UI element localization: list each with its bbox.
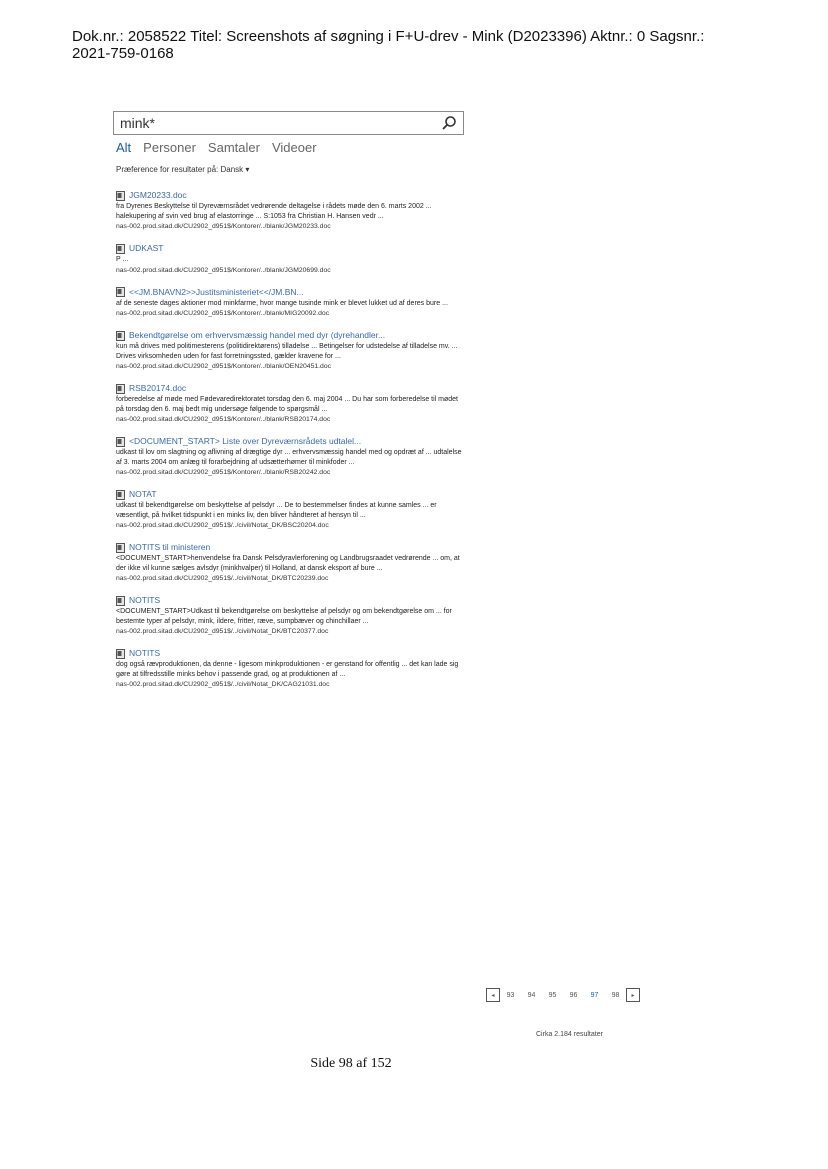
- result-count: Cirka 2.184 resultater: [536, 1031, 603, 1038]
- result-title-link[interactable]: [116, 287, 466, 298]
- header-line-1: Dok.nr.: 2058522 Titel: Screenshots af søgning i F+U-drev - Mink (D2023396) Aktnr.: 0 Sagsnr.:: [72, 28, 705, 45]
- result-title-link[interactable]: [116, 190, 466, 201]
- search-result: [116, 648, 466, 689]
- search-tabs: [116, 140, 317, 155]
- result-snippet: udkast til lov om slagtning og aflivning af drægtige dyr ... erhvervsmæssig handel med og opdræt af ... udtalelse af 3. marts 2004 om anlæg til forarbejdning af udsætterhømer til minkfoder ...: [116, 449, 462, 466]
- result-title-link[interactable]: [116, 243, 466, 254]
- word-document-icon: [116, 437, 125, 447]
- word-document-icon: [116, 331, 125, 341]
- tab-videoer[interactable]: Videoer: [271, 140, 317, 155]
- next-page-button[interactable]: ▸: [626, 988, 640, 1002]
- result-snippet: <DOCUMENT_START>Udkast til bekendtgørelse om beskyttelse af pelsdyr og om bekendtgørelse om ... for bestemte typer af pelsdyr, mink, ildere, fritter, ræve, sumpbæver og chinchillaer ...: [116, 608, 452, 625]
- result-snippet: forberedelse af møde med Fødevaredirektoratet torsdag den 6. maj 2004 ... Du har som forberedelse til mødet på torsdag den 6. maj bedt mig undersøge følgende to spørgsmål ...: [116, 396, 458, 413]
- header-line-2: 2021-759-0168: [72, 45, 174, 62]
- result-title: NOTITS til ministeren: [129, 542, 211, 552]
- result-snippet: P ...: [116, 256, 129, 263]
- result-snippet: udkast til bekendtgørelse om beskyttelse af pelsdyr ... De to bestemmelser findes at kunne samles ... er væsentligt, på hvilket tidspunkt i en minks liv, den bliver håndteret af hensyn til ...: [116, 502, 437, 519]
- results-list: [116, 190, 466, 701]
- result-snippet: <DOCUMENT_START>henvendelse fra Dansk Pelsdyravlerforening og Landbrugsraadet vedrørende ... om, at der ikke vil kunne sælges avlsdyr (minkhvalper) til Holland, at dansk eksport af bure ...: [116, 555, 460, 572]
- result-snippet: fra Dyrenes Beskyttelse til Dyreværnsrådet vedrørende deltagelse i rådets møde den 6. marts 2002 ... halekupering af svin ved brug af elastorringe ... S:1053 fra Christian H. Hansen vedr ...: [116, 203, 432, 220]
- result-snippet: dog også rævproduktionen, da denne - ligesom minkproduktionen - er genstand for offentlig ... det kan lade sig gøre at tilfredsstille minks behov i passende grad, og at produktionen af ...: [116, 661, 459, 678]
- result-url[interactable]: nas-002.prod.sitad.dk/CU2902_d951$/Kontorer/../blank/JGM20233.doc: [116, 223, 331, 230]
- search-result: [116, 287, 466, 319]
- word-document-icon: [116, 490, 125, 500]
- result-title-link[interactable]: [116, 436, 466, 447]
- result-url[interactable]: nas-002.prod.sitad.dk/CU2902_d951$/../civil/Notat_DK/BTC20239.doc: [116, 575, 329, 582]
- page-link[interactable]: 93: [506, 991, 515, 999]
- search-result: [116, 383, 466, 424]
- word-document-icon: [116, 384, 125, 394]
- result-title: <DOCUMENT_START> Liste over Dyreværnsrådets udtalel...: [129, 436, 362, 446]
- word-document-icon: [116, 649, 125, 659]
- result-title-link[interactable]: [116, 330, 466, 341]
- word-document-icon: [116, 543, 125, 553]
- search-result: [116, 489, 466, 530]
- page-link[interactable]: 94: [527, 991, 536, 999]
- search-result: [116, 190, 466, 231]
- result-title: <<JM.BNAVN2>>Justitsministeriet<</JM.BN...: [129, 286, 304, 297]
- pagination: [486, 988, 640, 1002]
- current-page[interactable]: 97: [590, 991, 599, 999]
- result-url[interactable]: nas-002.prod.sitad.dk/CU2902_d951$/Kontorer/../blank/OEN20451.doc: [116, 363, 331, 370]
- search-value: mink*: [120, 115, 156, 131]
- word-document-icon: [116, 191, 125, 201]
- search-result: [116, 243, 466, 275]
- result-url[interactable]: nas-002.prod.sitad.dk/CU2902_d951$/Kontorer/../blank/RSB20174.doc: [116, 416, 331, 423]
- result-title-link[interactable]: [116, 383, 466, 394]
- prev-page-button[interactable]: ◂: [486, 988, 500, 1002]
- search-input[interactable]: [113, 111, 464, 135]
- result-title: NOTITS: [129, 648, 161, 658]
- result-title: JGM20233.doc: [129, 190, 187, 200]
- result-snippet: kun må drives med politimesterens (politidirektørens) tilladelse ... Betingelser for udstedelse af tilladelse mv. ... Drives virksomheden uden for fast forretningssted, gælder kravene for ...: [116, 343, 458, 360]
- result-title: NOTITS: [129, 595, 161, 605]
- tab-samtaler[interactable]: Samtaler: [207, 140, 260, 155]
- result-url[interactable]: nas-002.prod.sitad.dk/CU2902_d951$/Kontorer/../blank/JGM20699.doc: [116, 266, 331, 274]
- result-title-link[interactable]: [116, 595, 466, 606]
- result-title-link[interactable]: [116, 648, 466, 659]
- word-document-icon: [116, 287, 125, 297]
- result-title-link[interactable]: [116, 542, 466, 553]
- tab-alt[interactable]: Alt: [116, 140, 132, 155]
- result-title: UDKAST: [129, 243, 164, 253]
- result-url[interactable]: nas-002.prod.sitad.dk/CU2902_d951$/../civil/Notat_DK/BSC20204.doc: [116, 522, 329, 529]
- result-title: RSB20174.doc: [129, 383, 187, 393]
- page-link[interactable]: 96: [569, 991, 578, 999]
- result-url[interactable]: nas-002.prod.sitad.dk/CU2902_d951$/Kontorer/../blank/RSB20242.doc: [116, 469, 331, 476]
- document-header: [72, 28, 792, 62]
- result-title-link[interactable]: [116, 489, 466, 500]
- result-snippet: af de seneste dages aktioner mod minkfarme, hvor mange tusinde mink er blevet lukket ud af deres bure ...: [116, 299, 448, 307]
- result-title: NOTAT: [129, 489, 157, 499]
- search-result: [116, 542, 466, 583]
- tab-personer[interactable]: Personer: [143, 140, 196, 155]
- page-link[interactable]: 98: [611, 991, 620, 999]
- search-icon[interactable]: [441, 115, 457, 131]
- result-title: Bekendtgørelse om erhvervsmæssig handel med dyr (dyrehandler...: [129, 330, 386, 340]
- search-result: [116, 595, 466, 636]
- page-number: Side 98 af 152: [310, 1056, 392, 1071]
- word-document-icon: [116, 596, 125, 606]
- page-link[interactable]: 95: [548, 991, 557, 999]
- language-preference[interactable]: Præference for resultater på: Dansk ▾: [116, 165, 250, 174]
- search-result: [116, 436, 466, 477]
- search-result: [116, 330, 466, 371]
- result-url[interactable]: nas-002.prod.sitad.dk/CU2902_d951$/Kontorer/../blank/MIG20092.doc: [116, 310, 330, 317]
- result-url[interactable]: nas-002.prod.sitad.dk/CU2902_d951$/../civil/Notat_DK/CAG21031.doc: [116, 681, 330, 688]
- word-document-icon: [116, 244, 125, 254]
- result-url[interactable]: nas-002.prod.sitad.dk/CU2902_d951$/../civil/Notat_DK/BTC20377.doc: [116, 628, 329, 635]
